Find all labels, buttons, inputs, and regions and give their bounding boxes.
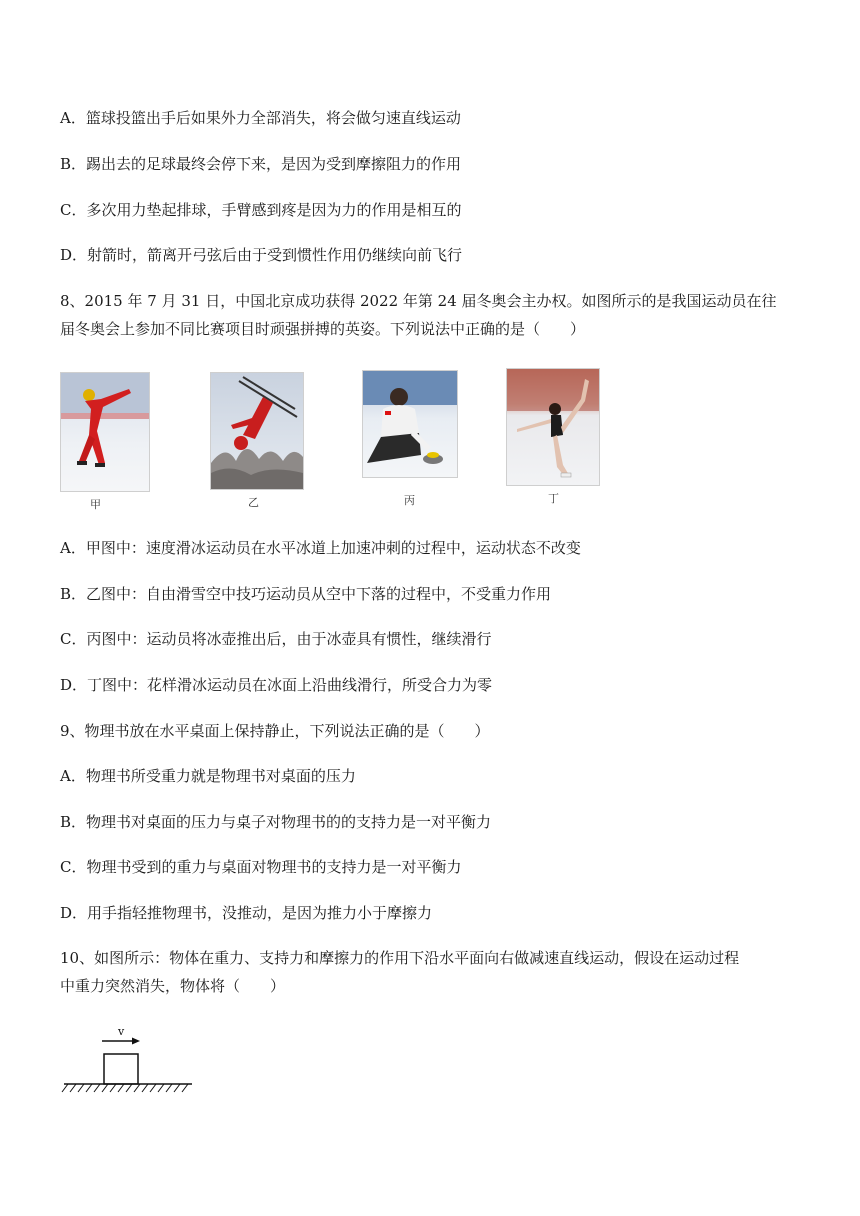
velocity-arrowhead [132,1038,140,1045]
hatch-mark [70,1084,76,1092]
hatch-mark [158,1084,164,1092]
hatch-mark [86,1084,92,1092]
q7-option-c: C．多次用力垫起排球，手臂感到疼是因为力的作用是相互的 [60,201,462,219]
q9-option-c: C．物理书受到的重力与桌面对物理书的支持力是一对平衡力 [60,858,462,876]
q8-stem-line1: 8、2015 年 7 月 31 日，中国北京成功获得 2022 年第 24 届冬奥会主办权。如图所示的是我国运动员在往 [60,292,777,310]
q7-option-d: D．射箭时，箭离开弓弦后由于受到惯性作用仍继续向前飞行 [60,246,463,264]
hatch-mark [166,1084,172,1092]
hatch-mark [78,1084,84,1092]
q8-stem-line2: 届冬奥会上参加不同比赛项目时顽强拼搏的英姿。下列说法中正确的是（ ） [60,320,586,338]
hatch-mark [102,1084,108,1092]
block [104,1054,138,1084]
q8-option-a: A．甲图中：速度滑冰运动员在水平冰道上加速冲刺的过程中，运动状态不改变 [60,539,581,557]
velocity-label: v [118,1025,125,1038]
photo-curling [362,370,458,478]
caption-ding: 丁 [548,492,559,505]
hatch-mark [174,1084,180,1092]
q9-stem: 9、物理书放在水平桌面上保持静止，下列说法正确的是（ ） [60,722,490,740]
photo-figure-skater [506,368,600,486]
hatch-mark [150,1084,156,1092]
caption-jia: 甲 [90,498,101,511]
hatch-mark [110,1084,116,1092]
caption-bing: 丙 [404,494,415,507]
q9-option-b: B．物理书对桌面的压力与桌子对物理书的的支持力是一对平衡力 [60,813,492,831]
q10-stem-line2: 中重力突然消失，物体将（ ） [60,977,286,995]
hatch-mark [182,1084,188,1092]
photo-aerial-skier [210,372,304,490]
q8-option-c: C．丙图中：运动员将冰壶推出后，由于冰壶具有惯性，继续滑行 [60,630,492,648]
hatch-mark [118,1084,124,1092]
hatch-mark [62,1084,68,1092]
ground-hatching [62,1084,188,1092]
block-diagram [60,1022,196,1098]
q9-option-a: A．物理书所受重力就是物理书对桌面的压力 [60,767,356,785]
photo-speed-skater [60,372,150,492]
q8-option-b: B．乙图中：自由滑雪空中技巧运动员从空中下落的过程中，不受重力作用 [60,585,552,603]
q9-option-d: D．用手指轻推物理书，没推动，是因为推力小于摩擦力 [60,904,433,922]
q8-option-d: D．丁图中：花样滑冰运动员在冰面上沿曲线滑行，所受合力为零 [60,676,493,694]
q7-option-b: B．踢出去的足球最终会停下来，是因为受到摩擦阻力的作用 [60,155,462,173]
q10-stem-line1: 10、如图所示：物体在重力、支持力和摩擦力的作用下沿水平面向右做减速直线运动，假设在运动过程 [60,949,740,967]
hatch-mark [94,1084,100,1092]
caption-yi: 乙 [248,496,259,509]
hatch-mark [142,1084,148,1092]
hatch-mark [126,1084,132,1092]
hatch-mark [134,1084,140,1092]
q7-option-a: A．篮球投篮出手后如果外力全部消失，将会做匀速直线运动 [60,109,461,127]
